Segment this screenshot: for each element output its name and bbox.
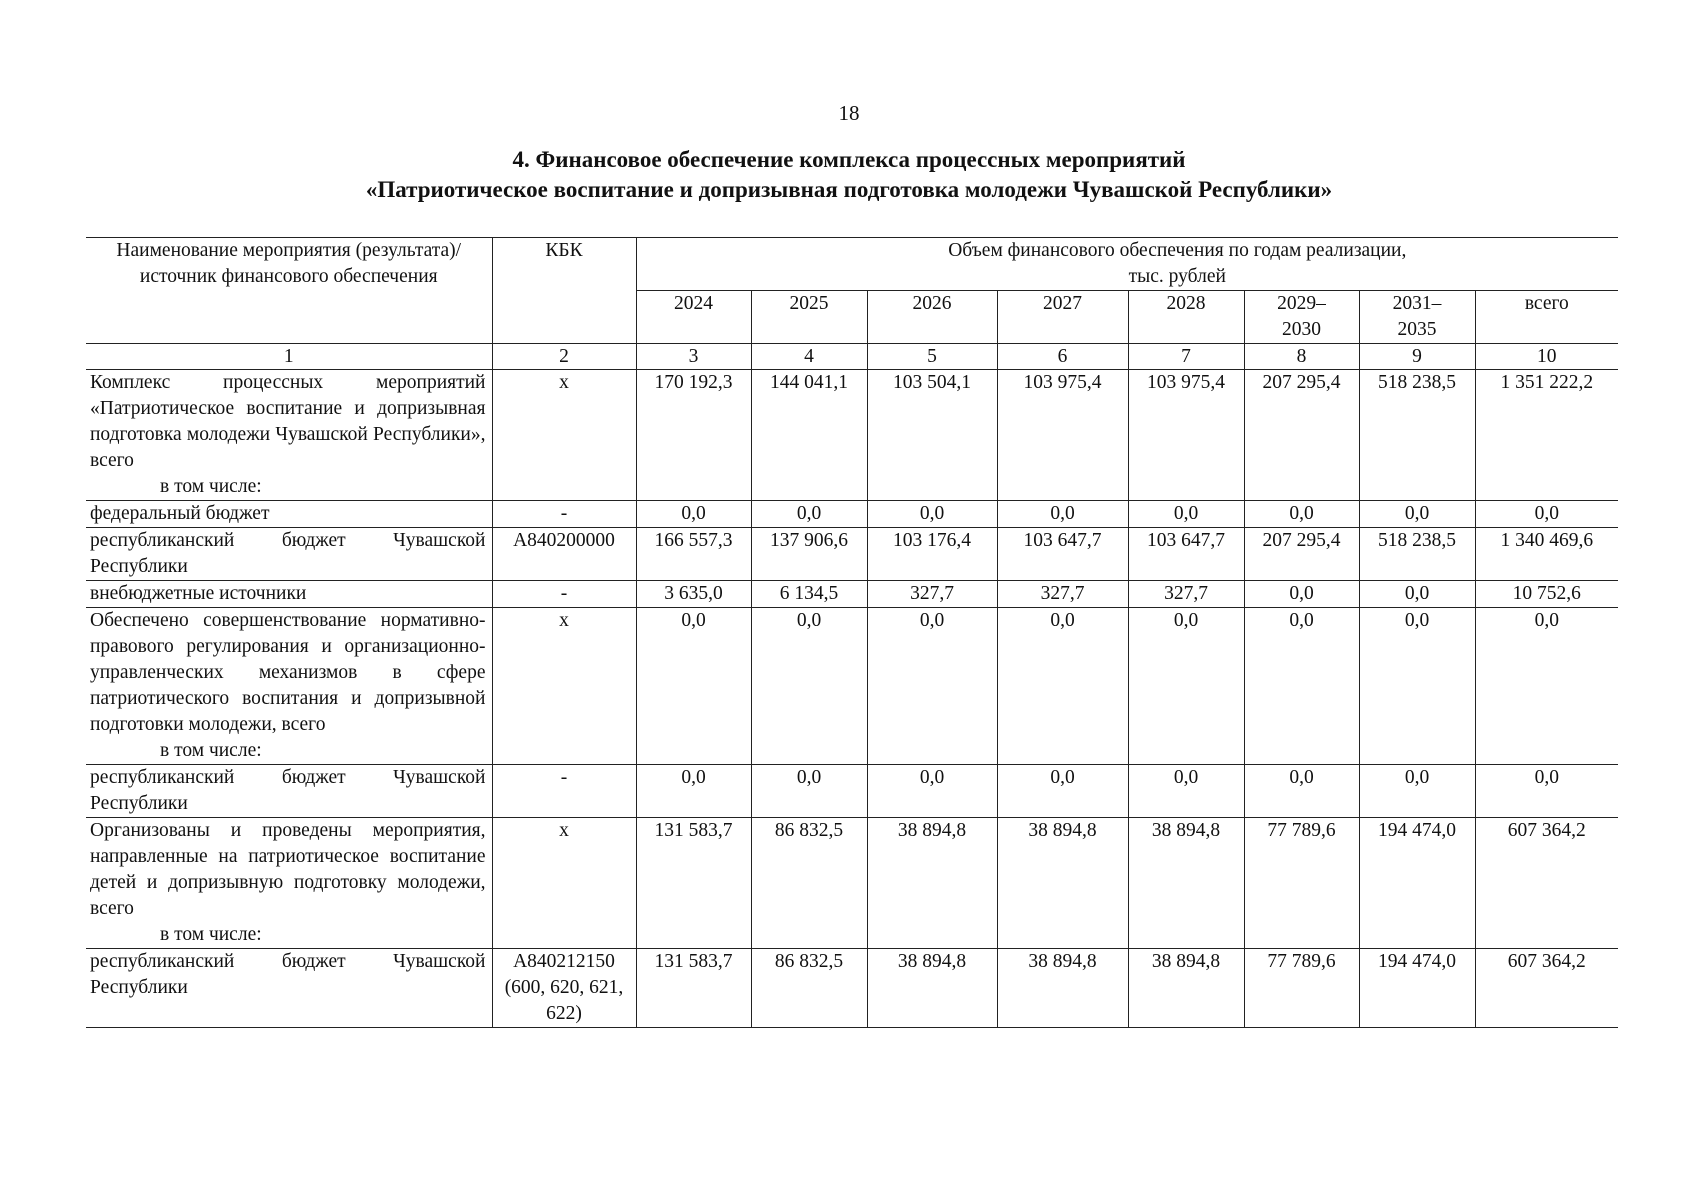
row-value: 518 238,5 [1359, 528, 1475, 581]
row-name [86, 765, 492, 818]
document-title [0, 145, 1698, 205]
row-value: 194 474,0 [1359, 949, 1475, 1028]
row-kbk: - [492, 501, 636, 528]
row-name-text: Организованы и проведены мероприятия, направленные на патриотическое воспитание детей и допризывную подготовку молодежи, всего [90, 820, 486, 919]
row-value: 327,7 [867, 581, 997, 608]
column-number: 4 [751, 344, 867, 370]
row-value: 607 364,2 [1475, 818, 1618, 949]
row-value: 0,0 [1244, 765, 1359, 818]
row-kbk: - [492, 765, 636, 818]
header-year: 2028 [1128, 291, 1244, 344]
row-name [86, 608, 492, 765]
row-name [86, 501, 492, 528]
page-number: 18 [838, 101, 860, 125]
header-year: 2025 [751, 291, 867, 344]
row-value: 0,0 [867, 765, 997, 818]
row-subtitle: в том числе: [160, 476, 262, 497]
row-value: 0,0 [1359, 765, 1475, 818]
column-number: 9 [1359, 344, 1475, 370]
column-number: 5 [867, 344, 997, 370]
row-value: 0,0 [997, 608, 1128, 765]
title-line-1: 4. Финансовое обеспечение комплекса процессных мероприятий [512, 147, 1186, 172]
table-row [86, 528, 1618, 581]
column-number: 3 [636, 344, 751, 370]
column-number: 2 [492, 344, 636, 370]
table-body [86, 370, 1618, 1028]
table-row [86, 949, 1618, 1028]
row-name-text: республиканский бюджет Чувашской Республики [90, 530, 486, 577]
row-value: 86 832,5 [751, 949, 867, 1028]
row-value: 6 134,5 [751, 581, 867, 608]
row-value: 103 647,7 [1128, 528, 1244, 581]
row-value: 1 340 469,6 [1475, 528, 1618, 581]
header-year: 2024 [636, 291, 751, 344]
row-value: 144 041,1 [751, 370, 867, 501]
row-value: 0,0 [1359, 581, 1475, 608]
row-name-text: Обеспечено совершенствование нормативно-правового регулирования и организационно-управленческих механизмов в сфере патриотического воспитания и допризывной подготовки молодежи, всего [90, 610, 486, 735]
row-value: 103 504,1 [867, 370, 997, 501]
row-name [86, 528, 492, 581]
header-row-1 [86, 238, 1618, 291]
row-value: 170 192,3 [636, 370, 751, 501]
title-line-2: «Патриотическое воспитание и допризывная подготовка молодежи Чувашской Республики» [365, 177, 1333, 202]
row-kbk: - [492, 581, 636, 608]
row-kbk: А840212150 (600, 620, 621, 622) [492, 949, 636, 1028]
row-value: 0,0 [867, 501, 997, 528]
row-value: 207 295,4 [1244, 370, 1359, 501]
row-value: 103 975,4 [997, 370, 1128, 501]
column-number: 6 [997, 344, 1128, 370]
header-year: 2026 [867, 291, 997, 344]
row-value: 137 906,6 [751, 528, 867, 581]
column-number: 8 [1244, 344, 1359, 370]
row-name-text: Комплекс процессных мероприятий «Патриотическое воспитание и допризывная подготовка молодежи Чувашской Республики», всего [90, 372, 486, 471]
row-value: 0,0 [1475, 501, 1618, 528]
row-kbk: х [492, 608, 636, 765]
column-number: 7 [1128, 344, 1244, 370]
table-row [86, 818, 1618, 949]
row-value: 0,0 [636, 501, 751, 528]
row-name-text: федеральный бюджет [90, 503, 270, 524]
header-name: Наименование мероприятия (результата)/источник финансового обеспечения [86, 238, 492, 344]
header-year: всего [1475, 291, 1618, 344]
row-name [86, 818, 492, 949]
row-value: 327,7 [997, 581, 1128, 608]
row-value: 0,0 [1128, 608, 1244, 765]
row-value: 10 752,6 [1475, 581, 1618, 608]
row-value: 38 894,8 [997, 818, 1128, 949]
header-volume: Объем финансового обеспечения по годам реализации, тыс. рублей [636, 238, 1618, 291]
row-name-text: республиканский бюджет Чувашской Республики [90, 767, 486, 814]
row-name-text: республиканский бюджет Чувашской Республики [90, 951, 486, 998]
row-value: 131 583,7 [636, 949, 751, 1028]
row-value: 3 635,0 [636, 581, 751, 608]
header-year: 2027 [997, 291, 1128, 344]
row-value: 0,0 [751, 765, 867, 818]
table-row [86, 765, 1618, 818]
row-value: 0,0 [636, 765, 751, 818]
row-name [86, 949, 492, 1028]
row-value: 0,0 [997, 501, 1128, 528]
row-value: 1 351 222,2 [1475, 370, 1618, 501]
row-value: 38 894,8 [997, 949, 1128, 1028]
row-value: 327,7 [1128, 581, 1244, 608]
row-value: 207 295,4 [1244, 528, 1359, 581]
row-name [86, 581, 492, 608]
column-number: 10 [1475, 344, 1618, 370]
table-row [86, 501, 1618, 528]
row-value: 131 583,7 [636, 818, 751, 949]
row-value: 0,0 [867, 608, 997, 765]
row-name [86, 370, 492, 501]
row-value: 0,0 [1244, 581, 1359, 608]
table-row [86, 370, 1618, 501]
row-kbk: А840200000 [492, 528, 636, 581]
row-value: 38 894,8 [867, 949, 997, 1028]
row-value: 86 832,5 [751, 818, 867, 949]
row-value: 0,0 [1359, 608, 1475, 765]
row-name-text: внебюджетные источники [90, 583, 307, 604]
row-subtitle: в том числе: [160, 740, 262, 761]
row-value: 0,0 [1475, 765, 1618, 818]
row-subtitle: в том числе: [160, 924, 262, 945]
row-value: 77 789,6 [1244, 818, 1359, 949]
table-row [86, 581, 1618, 608]
row-value: 194 474,0 [1359, 818, 1475, 949]
row-value: 0,0 [751, 501, 867, 528]
row-value: 0,0 [1475, 608, 1618, 765]
row-value: 38 894,8 [1128, 949, 1244, 1028]
row-kbk: х [492, 818, 636, 949]
row-value: 0,0 [997, 765, 1128, 818]
row-value: 607 364,2 [1475, 949, 1618, 1028]
row-value: 0,0 [1244, 608, 1359, 765]
row-value: 103 975,4 [1128, 370, 1244, 501]
header-year: 2031–2035 [1359, 291, 1475, 344]
row-value: 103 176,4 [867, 528, 997, 581]
row-value: 518 238,5 [1359, 370, 1475, 501]
row-value: 0,0 [636, 608, 751, 765]
row-value: 0,0 [1244, 501, 1359, 528]
column-number: 1 [86, 344, 492, 370]
financing-table [86, 237, 1618, 1028]
row-value: 0,0 [1128, 765, 1244, 818]
row-value: 166 557,3 [636, 528, 751, 581]
row-value: 38 894,8 [1128, 818, 1244, 949]
row-value: 38 894,8 [867, 818, 997, 949]
column-numbers-row [86, 344, 1618, 370]
row-value: 0,0 [1128, 501, 1244, 528]
header-kbk: КБК [492, 238, 636, 344]
table-row [86, 608, 1618, 765]
row-value: 103 647,7 [997, 528, 1128, 581]
header-year: 2029–2030 [1244, 291, 1359, 344]
row-value: 0,0 [751, 608, 867, 765]
row-kbk: х [492, 370, 636, 501]
row-value: 77 789,6 [1244, 949, 1359, 1028]
row-value: 0,0 [1359, 501, 1475, 528]
